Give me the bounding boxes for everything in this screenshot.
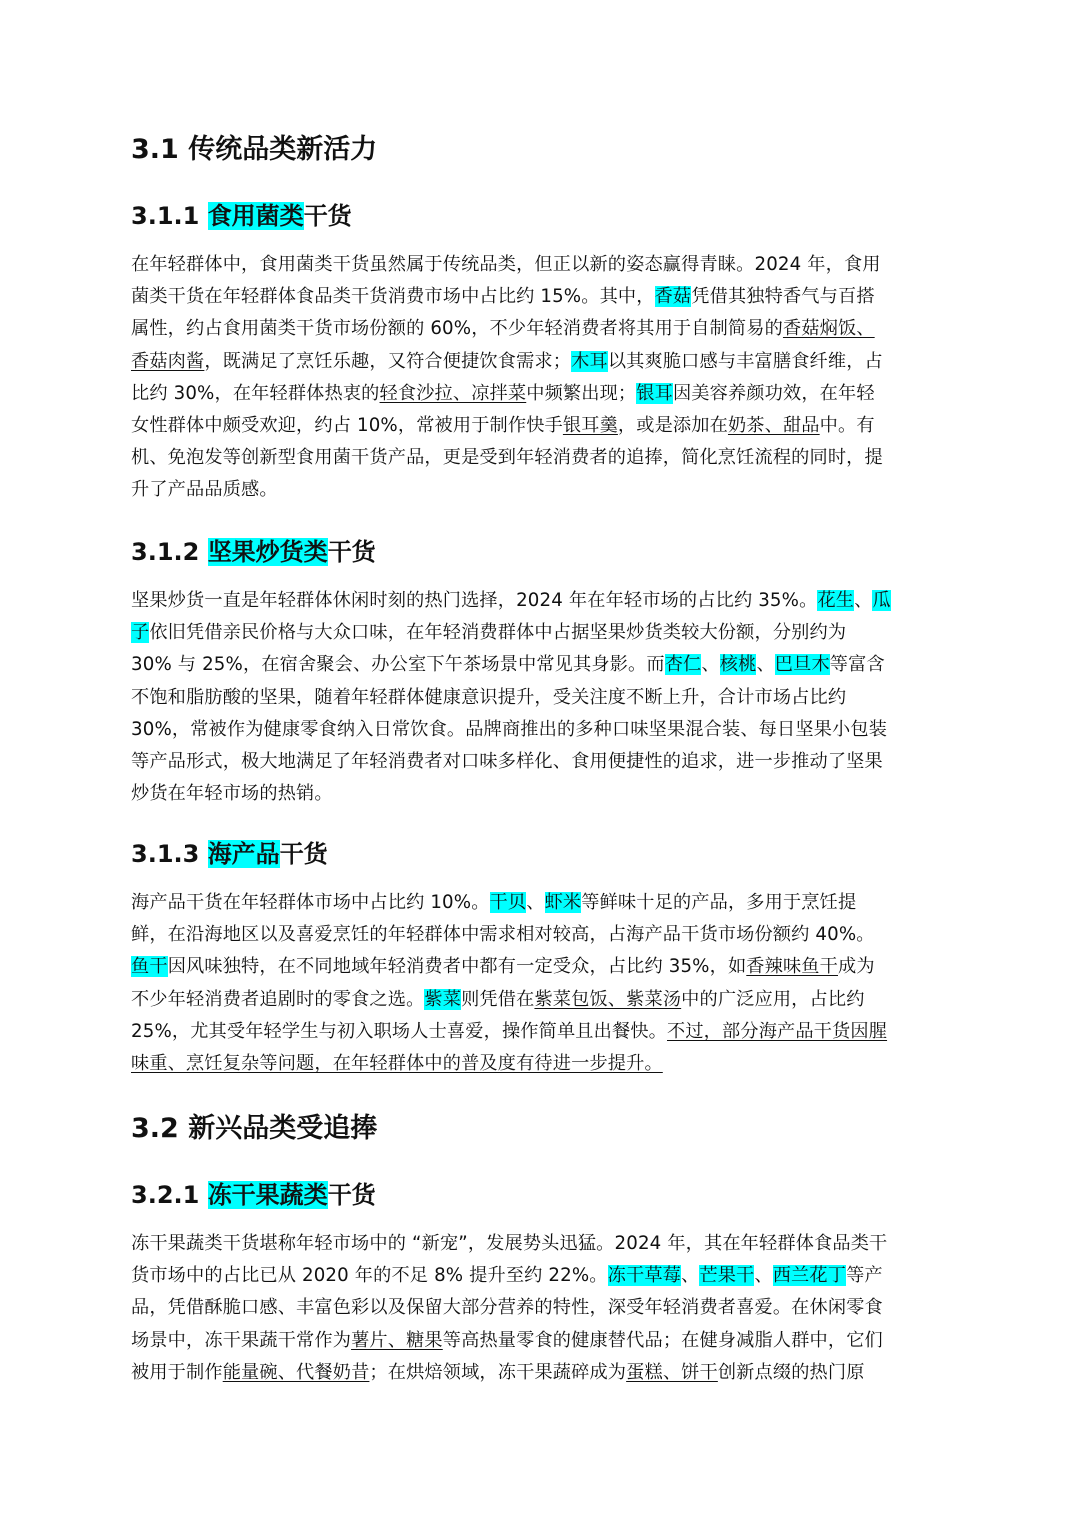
underlined-term: 能量碗、代餐奶昔	[222, 1361, 370, 1383]
highlighted-term: 食用菌类	[207, 202, 304, 230]
subsection-title-3-2-1	[131, 1178, 376, 1212]
highlighted-term: 巴旦木	[774, 654, 830, 676]
subsection-suffix: 干货	[279, 840, 328, 868]
text-line: 升了产品品质感。	[131, 479, 278, 501]
text-line: 被用于制作能量碗、代餐奶昔；在烘焙领域，冻干果蔬碎成为蛋糕、饼干创新点缀的热门原	[131, 1361, 865, 1383]
text-line: 坚果炒货一直是年轻群体休闲时刻的热门选择，2024 年在年轻市场的占比约 35%。花生、瓜	[131, 590, 891, 611]
text-line: 品，凭借酥脆口感、丰富色彩以及保留大部分营养的特性，深受年轻消费者喜爱。在休闲零食	[131, 1297, 883, 1319]
highlighted-term: 冻干果蔬类	[207, 1181, 328, 1209]
underlined-term: 紫菜包饭、紫菜汤	[534, 988, 682, 1010]
highlighted-term: 紫菜	[424, 988, 462, 1010]
text-line: 机、免泡发等创新型食用菌干货产品，更是受到年轻消费者的追捧，简化烹饪流程的同时，提	[131, 447, 883, 469]
subsection-number: 3.1.3	[131, 840, 208, 868]
highlighted-term: 杏仁	[664, 654, 702, 676]
text-line: 比约 30%，在年轻群体热衷的轻食沙拉、凉拌菜中频繁出现；银耳因美容养颜功效，在年轻	[131, 382, 875, 404]
underlined-term: 银耳羹	[562, 414, 618, 436]
text-line: 鱼干因风味独特，在不同地域年轻消费者中都有一定受众，占比约 35%，如香辣味鱼干成为	[131, 956, 875, 978]
subsection-suffix: 干货	[327, 538, 376, 566]
underlined-term: 香菇肉酱	[131, 350, 205, 372]
highlighted-term: 木耳	[571, 350, 608, 372]
highlighted-term: 银耳	[636, 382, 673, 404]
highlighted-term: 坚果炒货类	[207, 538, 328, 566]
highlighted-term: 芒果干	[699, 1265, 755, 1287]
subsection-title-3-1-3	[131, 837, 328, 871]
subsection-number: 3.2.1	[131, 1181, 208, 1209]
highlighted-term: 西兰花丁	[772, 1265, 847, 1287]
text-line: 子依旧凭借亲民价格与大众口味，在年轻消费群体中占据坚果炒货类较大份额，分别约为	[131, 622, 847, 644]
text-line: 冻干果蔬类干货堪称年轻市场中的 “新宠”，发展势头迅猛。2024 年，其在年轻群体食品类干	[131, 1233, 888, 1254]
text-line: 炒货在年轻市场的热销。	[131, 783, 333, 805]
text-line: 等产品形式，极大地满足了年轻消费者对口味多样化、食用便捷性的追求，进一步推动了坚果	[131, 750, 883, 772]
subsection-suffix: 干货	[303, 202, 352, 230]
text-line: 不少年轻消费者追剧时的零食之选。紫菜则凭借在紫菜包饭、紫菜汤中的广泛应用，占比约	[131, 988, 865, 1010]
text-line: 属性，约占食用菌类干货市场份额的 60%，不少年轻消费者将其用于自制简易的香菇焖饭、	[131, 318, 875, 340]
paragraph-3-1-3	[131, 887, 953, 1080]
subsection-title-3-1-2	[131, 535, 376, 569]
highlighted-term: 海产品	[207, 840, 280, 868]
underlined-term: 蛋糕、饼干	[626, 1361, 718, 1383]
underlined-term: 不过，部分海产品干货因腥	[667, 1020, 888, 1042]
highlighted-term: 瓜	[872, 590, 891, 611]
paragraph-3-1-2	[131, 585, 953, 810]
highlighted-term: 香菇	[654, 286, 692, 308]
underlined-term: 香辣味鱼干	[746, 956, 838, 978]
text-line: 在年轻群体中，食用菌类干货虽然属于传统品类，但正以新的姿态赢得青睐。2024 年，食用	[131, 254, 881, 275]
text-line: 25%，尤其受年轻学生与初入职场人士喜爱，操作简单且出餐快。不过，部分海产品干货因腥	[131, 1020, 888, 1042]
highlighted-term: 虾米	[544, 892, 582, 913]
highlighted-term: 核桃	[719, 654, 757, 676]
subsection-suffix: 干货	[327, 1181, 376, 1209]
section-title-3-1: 3.1 传统品类新活力	[131, 134, 378, 165]
highlighted-term: 花生	[817, 590, 855, 611]
underlined-term: 薯片、糖果	[351, 1329, 443, 1351]
text-line: 女性群体中颇受欢迎，约占 10%，常被用于制作快手银耳羹，或是添加在奶茶、甜品中。有	[131, 414, 875, 436]
text-line: 场景中，冻干果蔬干常作为薯片、糖果等高热量零食的健康替代品；在健身减脂人群中，它们	[131, 1329, 883, 1351]
text-line: 不饱和脂肪酸的坚果，随着年轻群体健康意识提升，受关注度不断上升，合计市场占比约	[131, 686, 847, 708]
subsection-title-3-1-1	[131, 199, 352, 233]
section-title-3-2: 3.2 新兴品类受追捧	[131, 1113, 378, 1144]
highlighted-term: 干贝	[489, 892, 527, 913]
text-line: 货市场中的占比已从 2020 年的不足 8% 提升至约 22%。冻干草莓、芒果干、西兰花丁等产	[131, 1265, 883, 1287]
text-line: 30%，常被作为健康零食纳入日常饮食。品牌商推出的多种口味坚果混合装、每日坚果小包装	[131, 718, 888, 740]
highlighted-term: 子	[131, 622, 150, 644]
highlighted-term: 冻干草莓	[607, 1265, 682, 1287]
subsection-number: 3.1.2	[131, 538, 208, 566]
underlined-term: 轻食沙拉、凉拌菜	[379, 382, 527, 404]
underlined-term: 奶茶、甜品	[727, 414, 820, 436]
text-line: 鲜，在沿海地区以及喜爱烹饪的年轻群体中需求相对较高，占海产品干货市场份额约 40%。	[131, 924, 875, 946]
underlined-term: 味重、烹饪复杂等问题，在年轻群体中的普及度有待进一步提升。	[131, 1052, 663, 1074]
text-line: 海产品干货在年轻群体市场中占比约 10%。干贝、虾米等鲜味十足的产品，多用于烹饪提	[131, 892, 857, 913]
underlined-term: 香菇焖饭、	[782, 318, 875, 340]
text-line	[131, 1048, 953, 1080]
paragraph-3-1-1	[131, 249, 953, 507]
highlighted-term: 鱼干	[131, 956, 168, 978]
subsection-number: 3.1.1	[131, 202, 208, 230]
paragraph-3-2-1	[131, 1228, 953, 1389]
text-line: 菌类干货在年轻群体食品类干货消费市场中占比约 15%。其中，香菇凭借其独特香气与百搭	[131, 286, 875, 308]
text-line: 30% 与 25%，在宿舍聚会、办公室下午茶场景中常见其身影。而杏仁、核桃、巴旦木等富含	[131, 654, 885, 676]
text-line: 香菇肉酱，既满足了烹饪乐趣，又符合便捷饮食需求；木耳以其爽脆口感与丰富膳食纤维，占	[131, 350, 883, 372]
